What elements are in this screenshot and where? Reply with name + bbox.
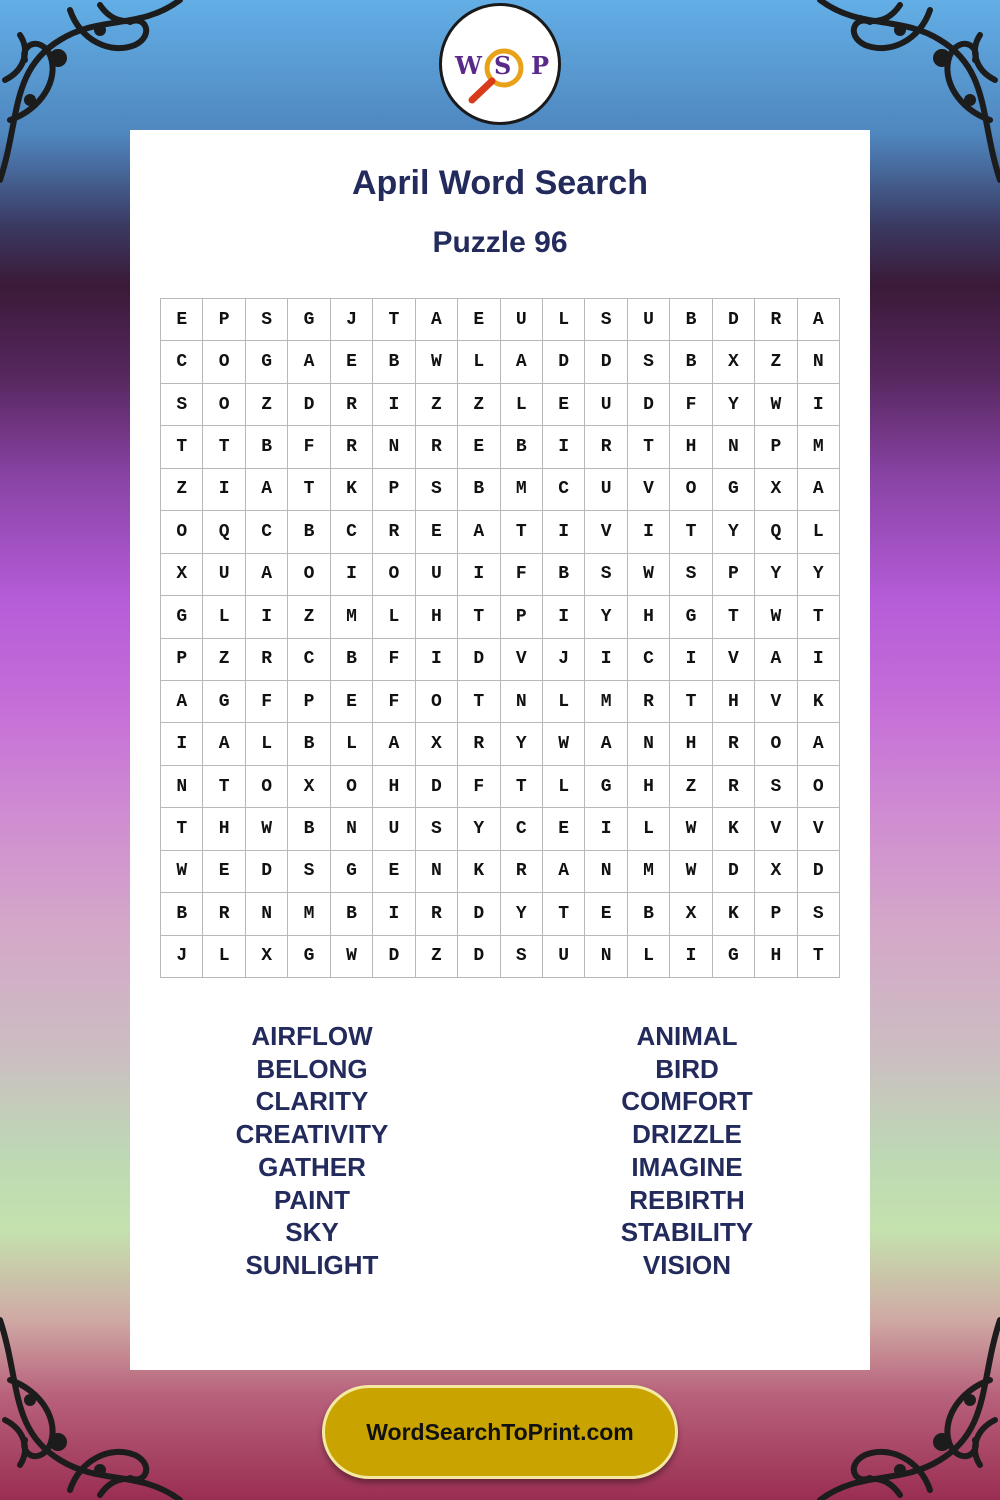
page-title: April Word Search bbox=[352, 164, 648, 202]
grid-cell[interactable]: X bbox=[288, 766, 330, 808]
grid-cell[interactable]: V bbox=[755, 808, 797, 850]
website-button[interactable] bbox=[322, 1385, 678, 1479]
grid-cell[interactable]: A bbox=[246, 554, 288, 596]
grid-cell[interactable]: T bbox=[798, 596, 840, 638]
grid-cell[interactable]: S bbox=[585, 299, 627, 341]
grid-cell[interactable]: S bbox=[670, 554, 712, 596]
grid-cell[interactable]: W bbox=[755, 384, 797, 426]
grid-cell[interactable]: R bbox=[373, 511, 415, 553]
grid-cell[interactable]: B bbox=[161, 893, 203, 935]
grid-cell[interactable]: N bbox=[585, 851, 627, 893]
grid-cell[interactable]: C bbox=[543, 469, 585, 511]
grid-cell[interactable]: W bbox=[246, 808, 288, 850]
grid-cell[interactable]: P bbox=[288, 681, 330, 723]
grid-cell[interactable]: Z bbox=[670, 766, 712, 808]
grid-cell[interactable]: Y bbox=[501, 893, 543, 935]
grid-cell[interactable]: B bbox=[670, 341, 712, 383]
grid-cell[interactable]: W bbox=[670, 808, 712, 850]
grid-cell[interactable]: K bbox=[331, 469, 373, 511]
grid-cell[interactable]: B bbox=[288, 511, 330, 553]
grid-cell[interactable]: H bbox=[203, 808, 245, 850]
grid-cell[interactable]: T bbox=[373, 299, 415, 341]
word-list-right bbox=[562, 1020, 812, 1282]
grid-cell[interactable]: R bbox=[713, 723, 755, 765]
grid-cell[interactable]: R bbox=[501, 851, 543, 893]
word-list-left bbox=[187, 1020, 437, 1282]
grid-cell[interactable]: I bbox=[203, 469, 245, 511]
grid-cell[interactable]: B bbox=[288, 723, 330, 765]
grid-cell[interactable]: R bbox=[755, 299, 797, 341]
grid-cell[interactable]: U bbox=[501, 299, 543, 341]
grid-cell[interactable]: L bbox=[543, 299, 585, 341]
grid-cell[interactable]: P bbox=[203, 299, 245, 341]
grid-cell[interactable]: O bbox=[331, 766, 373, 808]
grid-cell[interactable]: V bbox=[585, 511, 627, 553]
grid-cell[interactable]: Y bbox=[713, 384, 755, 426]
grid-cell[interactable]: B bbox=[628, 893, 670, 935]
grid-cell[interactable]: A bbox=[246, 469, 288, 511]
grid-cell[interactable]: R bbox=[331, 426, 373, 468]
grid-cell[interactable]: C bbox=[628, 639, 670, 681]
grid-cell[interactable]: L bbox=[458, 341, 500, 383]
grid-cell[interactable]: V bbox=[501, 639, 543, 681]
grid-cell[interactable]: D bbox=[458, 639, 500, 681]
grid-cell[interactable]: R bbox=[628, 681, 670, 723]
grid-cell[interactable]: I bbox=[798, 639, 840, 681]
grid-cell[interactable]: S bbox=[628, 341, 670, 383]
grid-cell[interactable]: B bbox=[501, 426, 543, 468]
grid-cell[interactable]: U bbox=[585, 384, 627, 426]
grid-cell[interactable]: T bbox=[501, 766, 543, 808]
grid-cell[interactable]: B bbox=[331, 639, 373, 681]
grid-cell[interactable]: T bbox=[458, 681, 500, 723]
grid-cell[interactable]: T bbox=[203, 766, 245, 808]
grid-cell[interactable]: W bbox=[543, 723, 585, 765]
grid-cell[interactable]: G bbox=[288, 936, 330, 978]
grid-cell[interactable]: V bbox=[713, 639, 755, 681]
grid-cell[interactable]: L bbox=[628, 808, 670, 850]
grid-cell[interactable]: W bbox=[161, 851, 203, 893]
wsp-logo bbox=[439, 3, 561, 125]
grid-cell[interactable]: O bbox=[203, 384, 245, 426]
word-list-item: CREATIVITY bbox=[235, 1119, 389, 1150]
grid-cell[interactable]: Y bbox=[458, 808, 500, 850]
grid-cell[interactable]: B bbox=[373, 341, 415, 383]
grid-cell[interactable]: I bbox=[670, 639, 712, 681]
grid-cell[interactable]: E bbox=[543, 808, 585, 850]
grid-cell[interactable]: N bbox=[798, 341, 840, 383]
grid-cell[interactable]: E bbox=[458, 299, 500, 341]
grid-cell[interactable]: L bbox=[501, 384, 543, 426]
grid-cell[interactable]: C bbox=[288, 639, 330, 681]
grid-cell[interactable]: N bbox=[161, 766, 203, 808]
grid-cell[interactable]: N bbox=[246, 893, 288, 935]
grid-cell[interactable]: T bbox=[798, 936, 840, 978]
grid-cell[interactable]: T bbox=[543, 893, 585, 935]
grid-cell[interactable]: T bbox=[670, 511, 712, 553]
grid-cell[interactable]: Z bbox=[755, 341, 797, 383]
grid-cell[interactable]: T bbox=[501, 511, 543, 553]
grid-cell[interactable]: E bbox=[203, 851, 245, 893]
grid-cell[interactable]: E bbox=[331, 341, 373, 383]
word-list-item: PAINT bbox=[273, 1184, 351, 1215]
grid-cell[interactable]: E bbox=[543, 384, 585, 426]
grid-cell[interactable]: E bbox=[373, 851, 415, 893]
grid-cell[interactable]: D bbox=[713, 299, 755, 341]
grid-cell[interactable]: O bbox=[670, 469, 712, 511]
grid-cell[interactable]: Z bbox=[203, 639, 245, 681]
grid-cell[interactable]: E bbox=[416, 511, 458, 553]
grid-cell[interactable]: W bbox=[670, 851, 712, 893]
grid-cell[interactable]: S bbox=[501, 936, 543, 978]
grid-cell[interactable]: M bbox=[585, 681, 627, 723]
grid-cell[interactable]: B bbox=[543, 554, 585, 596]
grid-cell[interactable]: I bbox=[416, 639, 458, 681]
grid-cell[interactable]: T bbox=[628, 426, 670, 468]
grid-cell[interactable]: R bbox=[331, 384, 373, 426]
grid-cell[interactable]: L bbox=[373, 596, 415, 638]
grid-cell[interactable]: N bbox=[373, 426, 415, 468]
grid-cell[interactable]: I bbox=[543, 426, 585, 468]
grid-cell[interactable]: L bbox=[798, 511, 840, 553]
grid-cell[interactable]: A bbox=[288, 341, 330, 383]
grid-cell[interactable]: W bbox=[628, 554, 670, 596]
grid-cell[interactable]: F bbox=[373, 639, 415, 681]
grid-cell[interactable]: E bbox=[161, 299, 203, 341]
grid-cell[interactable]: I bbox=[628, 511, 670, 553]
letter-grid bbox=[160, 298, 840, 978]
grid-cell[interactable]: O bbox=[246, 766, 288, 808]
grid-cell[interactable]: A bbox=[755, 639, 797, 681]
word-list-item: IMAGINE bbox=[631, 1151, 743, 1182]
grid-cell[interactable]: C bbox=[331, 511, 373, 553]
grid-cell[interactable]: R bbox=[416, 426, 458, 468]
grid-cell[interactable]: R bbox=[458, 723, 500, 765]
grid-cell[interactable]: E bbox=[331, 681, 373, 723]
grid-cell[interactable]: K bbox=[798, 681, 840, 723]
grid-cell[interactable]: T bbox=[203, 426, 245, 468]
grid-cell[interactable]: M bbox=[288, 893, 330, 935]
grid-cell[interactable]: D bbox=[798, 851, 840, 893]
word-list-item: BELONG bbox=[256, 1053, 368, 1084]
grid-cell[interactable]: R bbox=[203, 893, 245, 935]
grid-cell[interactable]: L bbox=[203, 936, 245, 978]
grid-cell[interactable]: P bbox=[501, 596, 543, 638]
word-list-item: REBIRTH bbox=[629, 1184, 745, 1215]
grid-cell[interactable]: B bbox=[288, 808, 330, 850]
grid-cell[interactable]: A bbox=[798, 299, 840, 341]
grid-cell[interactable]: S bbox=[798, 893, 840, 935]
word-list-item: VISION bbox=[642, 1249, 732, 1280]
grid-cell[interactable]: A bbox=[203, 723, 245, 765]
grid-cell[interactable]: R bbox=[713, 766, 755, 808]
grid-cell[interactable]: I bbox=[161, 723, 203, 765]
grid-cell[interactable]: L bbox=[628, 936, 670, 978]
grid-cell[interactable]: D bbox=[288, 384, 330, 426]
grid-cell[interactable]: Z bbox=[458, 384, 500, 426]
grid-cell[interactable]: O bbox=[416, 681, 458, 723]
grid-cell[interactable]: I bbox=[543, 511, 585, 553]
grid-cell[interactable]: V bbox=[628, 469, 670, 511]
grid-cell[interactable]: W bbox=[331, 936, 373, 978]
grid-cell[interactable]: B bbox=[331, 893, 373, 935]
grid-cell[interactable]: I bbox=[585, 808, 627, 850]
grid-cell[interactable]: X bbox=[246, 936, 288, 978]
grid-cell[interactable]: J bbox=[161, 936, 203, 978]
grid-cell[interactable]: I bbox=[798, 384, 840, 426]
grid-cell[interactable]: Y bbox=[501, 723, 543, 765]
grid-cell[interactable]: X bbox=[755, 851, 797, 893]
grid-cell[interactable]: I bbox=[458, 554, 500, 596]
grid-cell[interactable]: D bbox=[246, 851, 288, 893]
grid-cell[interactable]: G bbox=[331, 851, 373, 893]
grid-cell[interactable]: F bbox=[373, 681, 415, 723]
grid-cell[interactable]: L bbox=[246, 723, 288, 765]
grid-cell[interactable]: Z bbox=[246, 384, 288, 426]
word-list-item: DRIZZLE bbox=[632, 1119, 742, 1150]
grid-cell[interactable]: F bbox=[288, 426, 330, 468]
grid-cell[interactable]: S bbox=[246, 299, 288, 341]
grid-cell[interactable]: G bbox=[161, 596, 203, 638]
grid-cell[interactable]: A bbox=[458, 511, 500, 553]
word-list-item: SKY bbox=[285, 1217, 339, 1248]
grid-cell[interactable]: H bbox=[670, 723, 712, 765]
grid-cell[interactable]: M bbox=[331, 596, 373, 638]
grid-cell[interactable]: X bbox=[755, 469, 797, 511]
grid-cell[interactable]: O bbox=[798, 766, 840, 808]
grid-cell[interactable]: Z bbox=[416, 936, 458, 978]
grid-cell[interactable]: I bbox=[246, 596, 288, 638]
website-label: WordSearchToPrint.com bbox=[366, 1418, 634, 1445]
grid-cell[interactable]: U bbox=[585, 469, 627, 511]
grid-cell[interactable]: M bbox=[501, 469, 543, 511]
grid-cell[interactable]: V bbox=[755, 681, 797, 723]
grid-cell[interactable]: A bbox=[416, 299, 458, 341]
grid-cell[interactable]: E bbox=[585, 893, 627, 935]
grid-cell[interactable]: L bbox=[543, 681, 585, 723]
grid-cell[interactable]: Z bbox=[161, 469, 203, 511]
grid-cell[interactable]: H bbox=[416, 596, 458, 638]
grid-cell[interactable]: X bbox=[416, 723, 458, 765]
grid-cell[interactable]: X bbox=[670, 893, 712, 935]
grid-cell[interactable]: K bbox=[713, 893, 755, 935]
grid-cell[interactable]: M bbox=[628, 851, 670, 893]
grid-cell[interactable]: S bbox=[416, 469, 458, 511]
grid-cell[interactable]: Q bbox=[755, 511, 797, 553]
grid-cell[interactable]: U bbox=[628, 299, 670, 341]
grid-cell[interactable]: P bbox=[161, 639, 203, 681]
grid-cell[interactable]: U bbox=[416, 554, 458, 596]
word-list-item: BIRD bbox=[655, 1053, 719, 1084]
grid-cell[interactable]: Y bbox=[755, 554, 797, 596]
grid-cell[interactable]: X bbox=[713, 341, 755, 383]
grid-cell[interactable]: A bbox=[585, 723, 627, 765]
grid-cell[interactable]: Z bbox=[288, 596, 330, 638]
grid-cell[interactable]: H bbox=[373, 766, 415, 808]
grid-cell[interactable]: O bbox=[373, 554, 415, 596]
grid-cell[interactable]: D bbox=[585, 341, 627, 383]
grid-cell[interactable]: S bbox=[585, 554, 627, 596]
grid-cell[interactable]: S bbox=[288, 851, 330, 893]
grid-cell[interactable]: B bbox=[670, 299, 712, 341]
grid-cell[interactable]: K bbox=[713, 808, 755, 850]
grid-cell[interactable]: N bbox=[331, 808, 373, 850]
grid-cell[interactable]: V bbox=[798, 808, 840, 850]
grid-cell[interactable]: S bbox=[161, 384, 203, 426]
grid-cell[interactable]: N bbox=[585, 936, 627, 978]
puzzle-card bbox=[130, 130, 870, 1370]
grid-cell[interactable]: S bbox=[755, 766, 797, 808]
grid-cell[interactable]: Q bbox=[203, 511, 245, 553]
grid-cell[interactable]: I bbox=[585, 639, 627, 681]
grid-cell[interactable]: H bbox=[713, 681, 755, 723]
grid-cell[interactable]: N bbox=[713, 426, 755, 468]
grid-cell[interactable]: O bbox=[203, 341, 245, 383]
grid-cell[interactable]: G bbox=[203, 681, 245, 723]
grid-cell[interactable]: S bbox=[416, 808, 458, 850]
puzzle-number: Puzzle 96 bbox=[432, 226, 568, 259]
logo-letter-s: S bbox=[494, 51, 512, 80]
grid-cell[interactable]: F bbox=[670, 384, 712, 426]
grid-cell[interactable]: C bbox=[246, 511, 288, 553]
grid-cell[interactable]: H bbox=[670, 426, 712, 468]
grid-cell[interactable]: F bbox=[501, 554, 543, 596]
grid-cell[interactable]: T bbox=[288, 469, 330, 511]
grid-cell[interactable]: F bbox=[246, 681, 288, 723]
grid-cell[interactable]: U bbox=[543, 936, 585, 978]
grid-cell[interactable]: G bbox=[713, 936, 755, 978]
grid-cell[interactable]: D bbox=[458, 893, 500, 935]
grid-cell[interactable]: P bbox=[373, 469, 415, 511]
grid-cell[interactable]: R bbox=[246, 639, 288, 681]
grid-cell[interactable]: A bbox=[501, 341, 543, 383]
grid-cell[interactable]: X bbox=[161, 554, 203, 596]
word-list-item: STABILITY bbox=[620, 1217, 754, 1248]
grid-cell[interactable]: T bbox=[713, 596, 755, 638]
grid-cell[interactable]: D bbox=[458, 936, 500, 978]
grid-cell[interactable]: N bbox=[628, 723, 670, 765]
grid-cell[interactable]: T bbox=[458, 596, 500, 638]
grid-cell[interactable]: H bbox=[628, 596, 670, 638]
grid-cell[interactable]: H bbox=[628, 766, 670, 808]
grid-cell[interactable]: G bbox=[585, 766, 627, 808]
grid-cell[interactable]: R bbox=[416, 893, 458, 935]
grid-cell[interactable]: G bbox=[246, 341, 288, 383]
grid-cell[interactable]: B bbox=[246, 426, 288, 468]
grid-cell[interactable]: A bbox=[373, 723, 415, 765]
grid-cell[interactable]: G bbox=[288, 299, 330, 341]
grid-cell[interactable]: I bbox=[543, 596, 585, 638]
grid-cell[interactable]: W bbox=[755, 596, 797, 638]
grid-cell[interactable]: I bbox=[373, 893, 415, 935]
grid-cell[interactable]: J bbox=[543, 639, 585, 681]
grid-cell[interactable]: E bbox=[458, 426, 500, 468]
grid-cell[interactable]: I bbox=[670, 936, 712, 978]
grid-cell[interactable]: N bbox=[501, 681, 543, 723]
grid-cell[interactable]: T bbox=[161, 426, 203, 468]
grid-cell[interactable]: P bbox=[755, 426, 797, 468]
logo-letter-w: W bbox=[455, 51, 482, 80]
grid-cell[interactable]: L bbox=[203, 596, 245, 638]
grid-cell[interactable]: Y bbox=[585, 596, 627, 638]
grid-cell[interactable]: C bbox=[501, 808, 543, 850]
word-list-item: SUNLIGHT bbox=[245, 1249, 379, 1280]
grid-cell[interactable]: P bbox=[755, 893, 797, 935]
grid-cell[interactable]: D bbox=[628, 384, 670, 426]
grid-cell[interactable]: J bbox=[331, 299, 373, 341]
grid-cell[interactable]: G bbox=[670, 596, 712, 638]
grid-cell[interactable]: U bbox=[203, 554, 245, 596]
grid-cell[interactable]: G bbox=[713, 469, 755, 511]
grid-cell[interactable]: A bbox=[161, 681, 203, 723]
grid-cell[interactable]: O bbox=[161, 511, 203, 553]
grid-cell[interactable]: P bbox=[713, 554, 755, 596]
grid-cell[interactable]: O bbox=[288, 554, 330, 596]
grid-cell[interactable]: T bbox=[161, 808, 203, 850]
grid-cell[interactable]: R bbox=[585, 426, 627, 468]
grid-cell[interactable]: A bbox=[543, 851, 585, 893]
grid-cell[interactable]: M bbox=[798, 426, 840, 468]
grid-cell[interactable]: D bbox=[713, 851, 755, 893]
grid-cell[interactable]: C bbox=[161, 341, 203, 383]
grid-cell[interactable]: Y bbox=[713, 511, 755, 553]
grid-cell[interactable]: B bbox=[458, 469, 500, 511]
grid-cell[interactable]: A bbox=[798, 723, 840, 765]
grid-cell[interactable]: D bbox=[373, 936, 415, 978]
grid-cell[interactable]: H bbox=[755, 936, 797, 978]
word-list-item: AIRFLOW bbox=[251, 1021, 373, 1051]
word-list-item: GATHER bbox=[258, 1151, 366, 1182]
grid-cell[interactable]: I bbox=[373, 384, 415, 426]
grid-cell[interactable]: N bbox=[416, 851, 458, 893]
grid-cell[interactable]: O bbox=[755, 723, 797, 765]
logo-letter-p: P bbox=[531, 51, 550, 80]
grid-cell[interactable]: T bbox=[670, 681, 712, 723]
grid-cell[interactable]: K bbox=[458, 851, 500, 893]
grid-cell[interactable]: D bbox=[416, 766, 458, 808]
grid-cell[interactable]: F bbox=[458, 766, 500, 808]
grid-cell[interactable]: L bbox=[543, 766, 585, 808]
grid-cell[interactable]: L bbox=[331, 723, 373, 765]
grid-cell[interactable]: U bbox=[373, 808, 415, 850]
grid-cell[interactable]: Y bbox=[798, 554, 840, 596]
word-list-item: ANIMAL bbox=[636, 1021, 738, 1051]
word-list-item: CLARITY bbox=[255, 1086, 369, 1117]
word-list-item: COMFORT bbox=[621, 1086, 753, 1117]
grid-cell[interactable]: A bbox=[798, 469, 840, 511]
grid-cell[interactable]: W bbox=[416, 341, 458, 383]
grid-cell[interactable]: D bbox=[543, 341, 585, 383]
grid-cell[interactable]: Z bbox=[416, 384, 458, 426]
grid-cell[interactable]: I bbox=[331, 554, 373, 596]
